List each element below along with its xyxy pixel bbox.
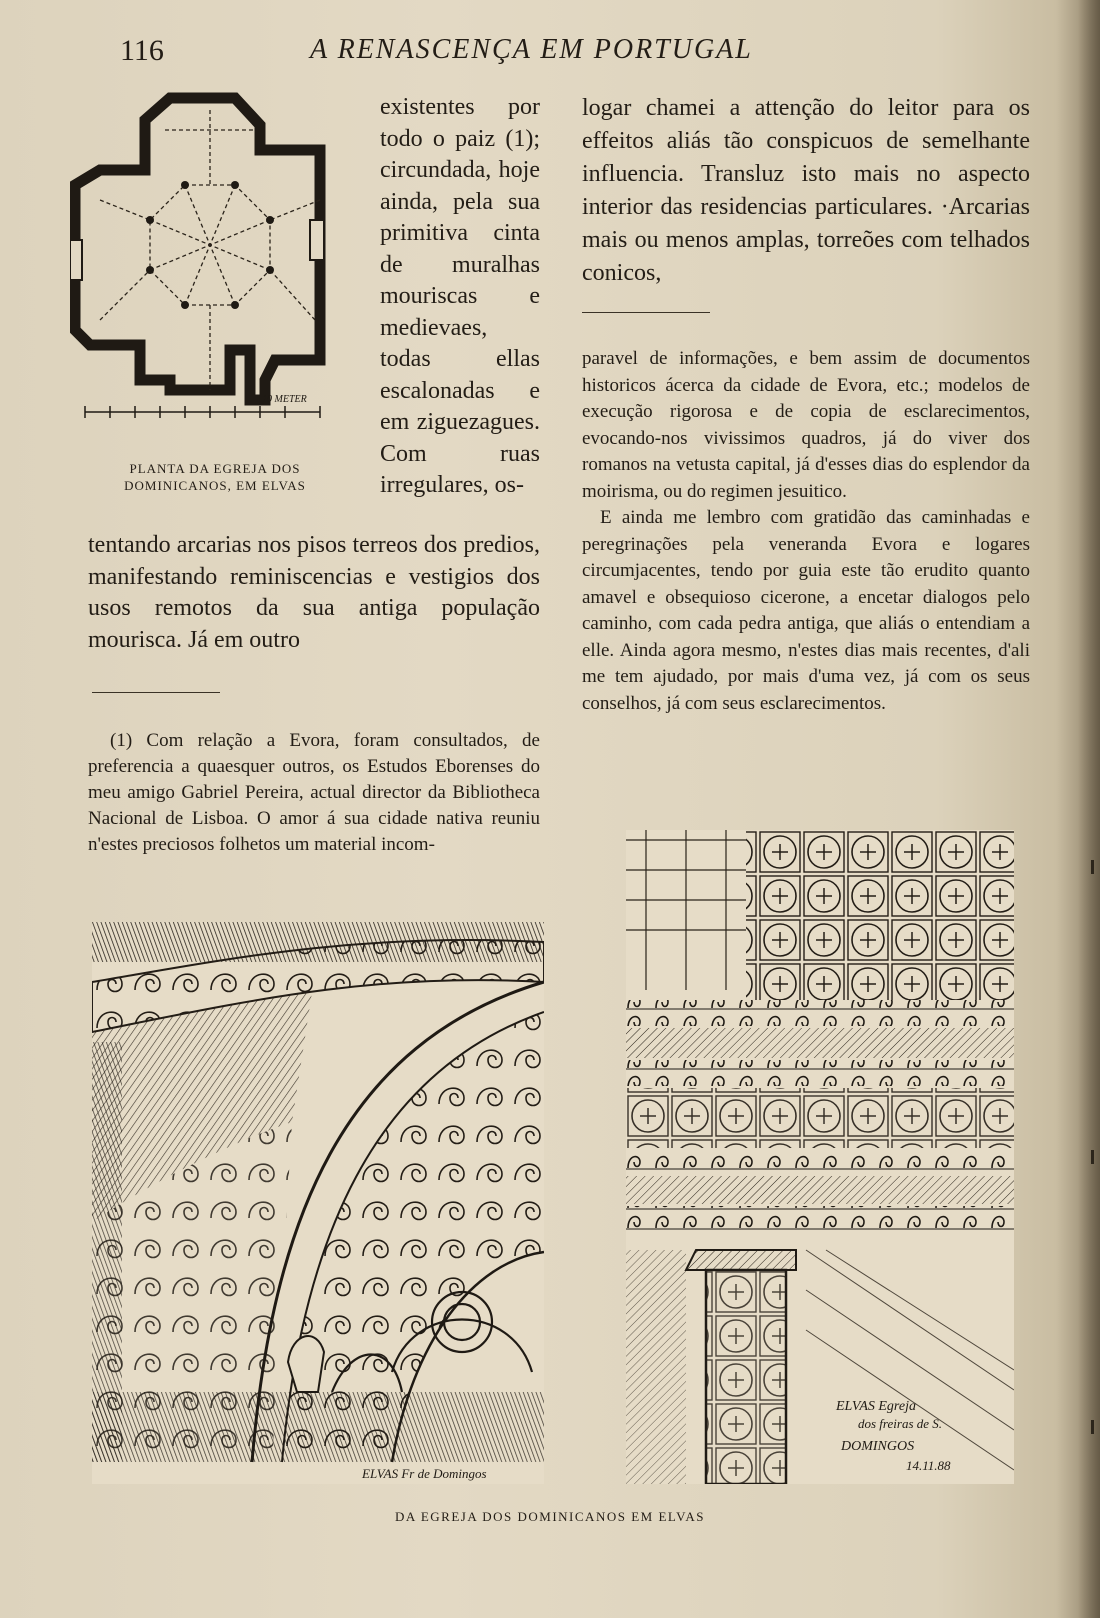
body-wrap-text: existentes por todo o paiz (1); circundada, hoje ainda, pela sua primitiva cinta de muralhas mouriscas e medievaes, todas ellas escalonadas e em ziguezagues. Com ruas irregulares, os- [380, 94, 540, 498]
page-edge-mark [1091, 1150, 1094, 1164]
pillar-ceiling-illustration [626, 830, 1014, 1484]
dome-interior-illustration [92, 922, 544, 1484]
notes-paragraph: E ainda me lembro com gratidão das caminhadas e peregrinações pela veneranda Evora e logares circumjacentes, tendo por guia este tão erudito quanto amavel e obsequioso cicerone, a encetar dialogos pelo caminho, com cada pedra antiga, que aliás o entendiam a elle. Ainda agora mesmo, n'estes dias mais recentes, d'ali me tem ajudado, por mais d'uma vez, já com os seus conselhos, já com seus esclarecimentos. [582, 507, 1030, 714]
running-title: A RENASCENÇA EM PORTUGAL [310, 34, 753, 65]
page-number: 116 [120, 34, 164, 67]
page-header [0, 30, 1100, 70]
plan-caption: PLANTA DA EGREJA DOS DOMINICANOS, EM ELVAS [124, 461, 306, 493]
footnote: (1) Com relação a Evora, foram consultados, de preferencia a quaesquer outros, os Estudos Eborenses do meu amigo Gabriel Pereira, actual director da Bibliotheca Nacional de Lisboa. O amor á sua cidade nativa reuniu n'estes preciosos folhetos um material incom- [88, 730, 540, 855]
footnote-rule [92, 692, 220, 693]
section-rule [582, 312, 710, 313]
page-edge-mark [1091, 1420, 1094, 1434]
plan-scale-label: 10 METER [262, 394, 307, 405]
illustration-caption: DA EGREJA DOS DOMINICANOS EM ELVAS [395, 1509, 705, 1524]
page-edge-shadow [1078, 0, 1100, 1618]
floor-plan-drawing [70, 90, 340, 440]
notes-paragraph: paravel de informações, e bem assim de documentos historicos ácerca da cidade de Evora, etc.; modelos de execução rigorosa e de copia de esclarecimentos, evocando-nos vivissimos quadros, já do viver dos romanos na vetusta capital, já d'esses dias do esplendor da moirisma, ou do regimen jesuitico. [582, 348, 1030, 502]
page-edge-mark [1091, 860, 1094, 874]
right-signature-line-4: 14.11.88 [906, 1458, 951, 1473]
body-wide-text: tentando arcarias nos pisos terreos dos predios, manifestando reminiscencias e vestigios dos usos remotos da sua antiga população mourisca. Já em outro [88, 532, 540, 653]
left-illustration-signature: ELVAS Fr de Domingos [362, 1466, 487, 1481]
right-signature-line-2: dos freiras de S. [858, 1416, 943, 1431]
right-signature-line-3: DOMINGOS [841, 1439, 915, 1454]
right-signature-line-1: ELVAS Egreja [836, 1399, 916, 1414]
right-column-notes [582, 346, 1030, 717]
right-column-text: logar chamei a attenção do leitor para os effeitos aliás tão conspicuos de semelhante influencia. Transluz isto mais no aspecto interior das residencias particulares. ·Arcarias mais ou menos amplas, torreões com telhados conicos, [582, 95, 1030, 286]
